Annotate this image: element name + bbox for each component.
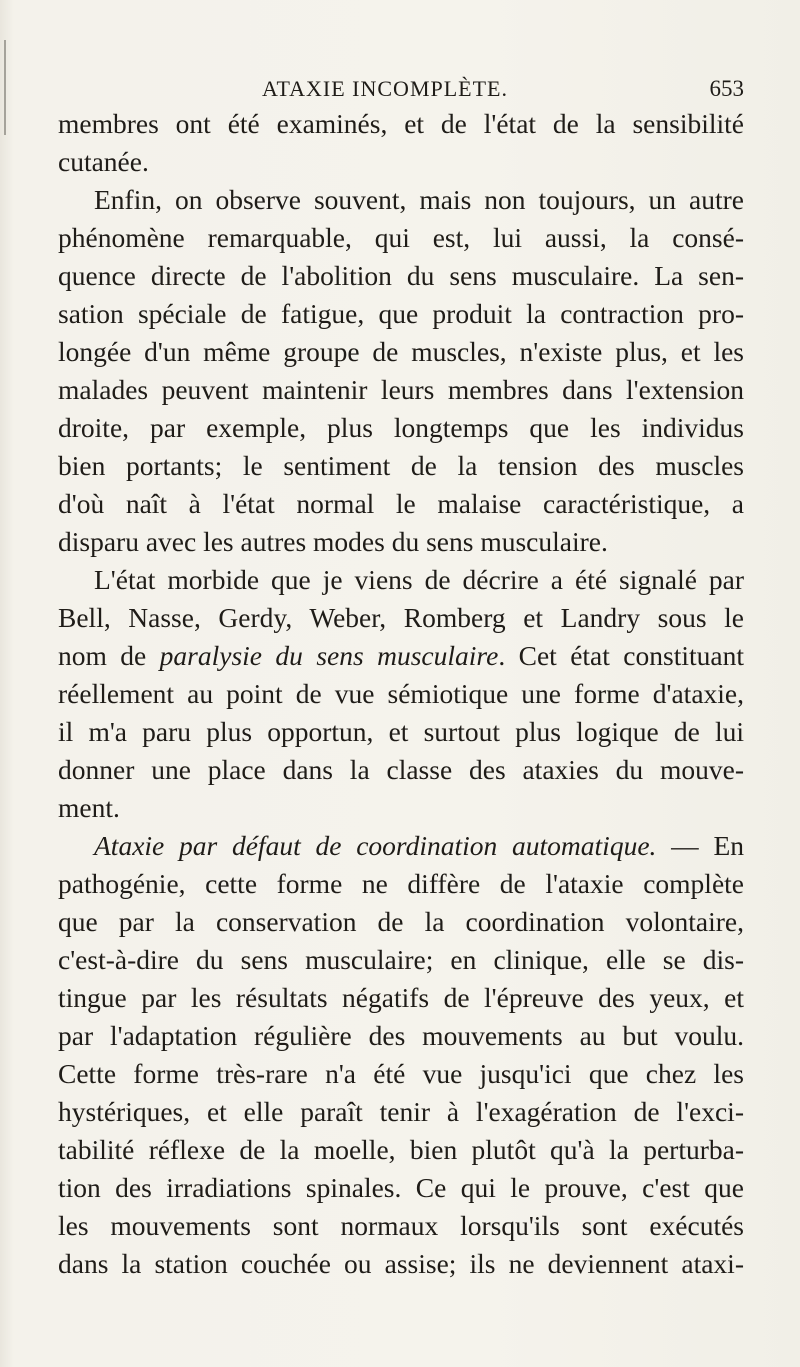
- text-line: [58, 447, 744, 485]
- text-segment: pathogénie, cette forme ne diffère de l'ataxie complète: [58, 868, 744, 899]
- text-line: [58, 295, 744, 333]
- text-line: [58, 713, 744, 751]
- text-line: [58, 599, 744, 637]
- text-segment: c'est-à-dire du sens musculaire; en clinique, elle se dis-: [58, 944, 744, 975]
- text-segment: quence directe de l'abolition du sens musculaire. La sen-: [58, 260, 744, 291]
- text-segment: L'état morbide que je viens de décrire a été signalé par: [94, 564, 744, 595]
- text-segment: disparu avec les autres modes du sens musculaire.: [58, 526, 608, 557]
- text-segment: nom de: [58, 640, 160, 671]
- text-line: [58, 105, 744, 143]
- text-line: [58, 409, 744, 447]
- text-line: [58, 485, 744, 523]
- text-segment: tabilité réflexe de la moelle, bien plutôt qu'à la perturba-: [58, 1134, 744, 1165]
- text-line: [58, 1169, 744, 1207]
- text-segment: d'où naît à l'état normal le malaise caractéristique, a: [58, 488, 744, 519]
- text-segment: bien portants; le sentiment de la tension des muscles: [58, 450, 744, 481]
- text-line: [58, 143, 744, 181]
- text-segment: tion des irradiations spinales. Ce qui le prouve, c'est que: [58, 1172, 744, 1203]
- text-line: [58, 1207, 744, 1245]
- text-line: [58, 523, 744, 561]
- text-line: [58, 751, 744, 789]
- text-segment: sation spéciale de fatigue, que produit la contraction pro-: [58, 298, 744, 329]
- text-segment: — En: [656, 830, 744, 861]
- italic-text-segment: paralysie du sens musculaire: [159, 640, 499, 671]
- text-segment: droite, par exemple, plus longtemps que les individus: [58, 412, 744, 443]
- page-number: 653: [709, 76, 744, 101]
- text-segment: il m'a paru plus opportun, et surtout plus logique de lui: [58, 716, 744, 747]
- text-line: [58, 257, 744, 295]
- text-segment: Cette forme très-rare n'a été vue jusqu'ici que chez les: [58, 1058, 744, 1089]
- text-line: [58, 903, 744, 941]
- text-segment: cutanée.: [58, 146, 149, 177]
- text-segment: malades peuvent maintenir leurs membres dans l'extension: [58, 374, 744, 405]
- text-segment: les mouvements sont normaux lorsqu'ils sont exécutés: [58, 1210, 744, 1241]
- text-segment: par l'adaptation régulière des mouvements au but voulu.: [58, 1020, 744, 1051]
- text-line: [58, 675, 744, 713]
- text-line: [58, 865, 744, 903]
- text-line: [58, 1017, 744, 1055]
- text-segment: réellement au point de vue sémiotique une forme d'ataxie,: [58, 678, 744, 709]
- text-line: [58, 1093, 744, 1131]
- text-line: [58, 219, 744, 257]
- text-segment: ment.: [58, 792, 120, 823]
- text-segment: longée d'un même groupe de muscles, n'existe plus, et les: [58, 336, 744, 367]
- text-line: [58, 979, 744, 1017]
- text-segment: donner une place dans la classe des ataxies du mouve-: [58, 754, 744, 785]
- text-line: [94, 827, 744, 865]
- text-line: [58, 333, 744, 371]
- text-line: [58, 789, 744, 827]
- text-segment: hystériques, et elle paraît tenir à l'exagération de l'exci-: [58, 1096, 744, 1127]
- text-segment: que par la conservation de la coordination volontaire,: [58, 906, 744, 937]
- text-segment: . Cet état constituant: [498, 640, 744, 671]
- text-line: [58, 1131, 744, 1169]
- text-segment: phénomène remarquable, qui est, lui aussi, la consé-: [58, 222, 744, 253]
- text-line: [94, 181, 744, 219]
- text-line: [58, 637, 744, 675]
- text-segment: dans la station couchée ou assise; ils ne deviennent ataxi-: [58, 1248, 744, 1279]
- text-line: [58, 371, 744, 409]
- italic-text-segment: Ataxie par défaut de coordination automatique.: [94, 830, 657, 861]
- text-segment: Bell, Nasse, Gerdy, Weber, Romberg et Landry sous le: [58, 602, 744, 633]
- text-segment: Enfin, on observe souvent, mais non toujours, un autre: [94, 184, 744, 215]
- page-header: [0, 76, 800, 106]
- text-segment: membres ont été examinés, et de l'état de la sensibilité: [58, 108, 744, 139]
- text-segment: tingue par les résultats négatifs de l'épreuve des yeux, et: [58, 982, 744, 1013]
- text-line: [58, 941, 744, 979]
- text-line: [58, 1055, 744, 1093]
- text-line: [94, 561, 744, 599]
- text-line: [58, 1245, 744, 1283]
- running-head: ATAXIE INCOMPLÈTE.: [262, 76, 508, 101]
